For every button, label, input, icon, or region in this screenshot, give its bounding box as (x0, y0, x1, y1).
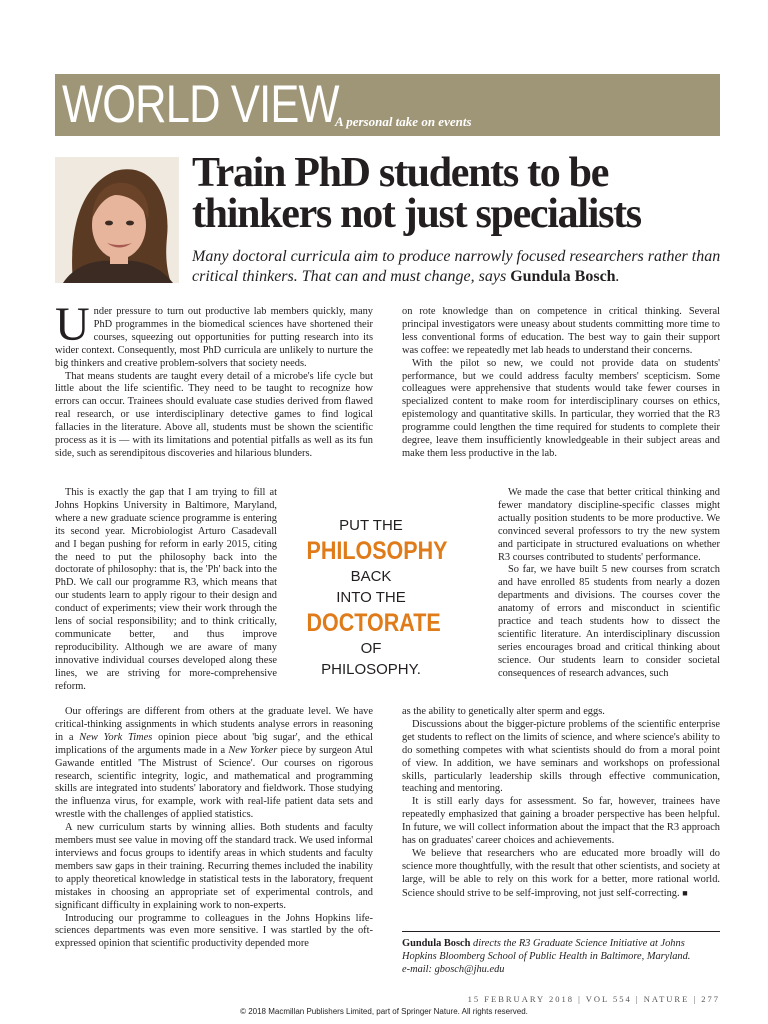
body-column-2-bottom (402, 706, 720, 901)
world-view-banner (55, 74, 720, 136)
author-portrait-image (55, 157, 179, 283)
section-tagline: A personal take on events (335, 114, 472, 129)
body-paragraph: as the ability to genetically alter sperm and eggs. (402, 706, 605, 717)
body-paragraph: So far, we have built 5 new courses from scratch and have enrolled 85 students from nearly a dozen departments and divisions. The courses cover the anatomy of errors and misconduct in scientific practice and teach students how to dissect the scientific literature. An interdisciplinary discussion series encourages broad and critical thinking about science. Our students learn to consider societal consequences of research advances, such (498, 564, 720, 679)
pull-quote-line: OF (360, 640, 382, 657)
pull-quote (296, 515, 446, 680)
bio-author-name: Gundula Bosch (402, 938, 471, 949)
end-of-story-mark: ■ (682, 887, 688, 898)
body-paragraph: We made the case that better critical thinking and fewer mandatory discipline-specific classes might actually position students to be more productive. We convinced several professors to try the new system and participate in structured evaluations on whether R3 courses contributed to students' performance. (498, 487, 720, 563)
drop-cap: U (55, 298, 90, 351)
pull-quote-highlight: DOCTORATE (306, 609, 441, 637)
body-paragraph: This is exactly the gap that I am trying to fill at Johns Hopkins University in Baltimore, Maryland, where a new graduate science programme is entering its second year. Microbiologist Arturo Casadevall and I began pushing for reform in early 2015, citing the need to put the philosophy back into the doctorate of philosophy: that is, the 'Ph' back into the PhD. We call our programme R3, which means that our students learn to apply rigour to their design and conduct of experiments; view their work through the lens of social responsibility; and to think critically, communicate better, and thus improve reproducibility. Although we are aware of many innovative individual courses developed along these lines, we are striving for more-comprehensive reform. (55, 487, 277, 692)
pull-quote-line: INTO THE (336, 589, 406, 606)
publication-title: New Yorker (228, 744, 278, 756)
section-kicker: WORLD VIEW (62, 75, 339, 134)
standfirst (192, 247, 722, 287)
paragraph-text: nder pressure to turn out productive lab members quickly, many PhD programmes in the biomedical sciences have shortened their courses, squeezing out opportunities for putting research into its wider context. Consequently, most PhD curricula are unlikely to nurture the big thinkers and creative problem-solvers that society needs. (55, 306, 373, 369)
copyright-notice: © 2018 Macmillan Publishers Limited, part of Springer Nature. All rights reserved. (240, 1007, 528, 1016)
paragraph-text: Our offerings are different from others at the graduate level. We have critical-thinking assignments in which students analyse errors in reasoning in a (55, 706, 373, 743)
paragraph-text: piece by surgeon Atul Gawande entitled 'The Mistrust of Science'. Our courses on rigorous research, scientific integrity, logic, and mathematical and programming skills are integrated into students' laboratory and fieldwork. Those studying the influenza virus, for example, work with real-life patient data sets and wrestle with the challenges of applied statistics. (55, 744, 373, 821)
bio-text: directs the R3 Graduate Science Initiative at Johns Hopkins Bloomberg School of Public Health in Baltimore, Maryland. (402, 938, 691, 962)
headline: Train PhD students to be thinkers not just specialists (192, 150, 641, 237)
pull-quote-line: PHILOSOPHY. (321, 661, 421, 678)
page-folio: 15 FEBRUARY 2018 | VOL 554 | NATURE | 277 (467, 994, 720, 1004)
paragraph-text: We believe that researchers who are educated more broadly will do science more thoughtfully, with the result that other scientists, and society at large, will be able to rely on this work for a better, more rational world. Science should strive to be self-improving, not just self-correcting. (402, 847, 720, 899)
body-paragraph: It is still early days for assessment. So far, however, trainees have repeatedly emphasized that gaining a broader perspective has been helpful. In future, we will collect information about the impact that the R3 approach has on graduates' career choices and achievements. (402, 796, 720, 847)
body-column-1-narrow (55, 487, 277, 694)
standfirst-end: . (615, 268, 620, 285)
author-bio (402, 931, 720, 977)
author-portrait (55, 157, 179, 283)
body-paragraph: A new curriculum starts by winning allies. Both students and faculty members must see value in moving off the standard track. We used informal interviews and focus groups to identify areas in which students and faculty members saw gaps in their training. Recurring themes included the inability to apply theoretical knowledge in statistical tests in the laboratory, frequent mistakes in choosing an appropriate set of experimental controls, and significant difficulty in explaining work to non-experts. (55, 822, 373, 911)
publication-title: New York Times (79, 731, 153, 743)
pull-quote-highlight: PHILOSOPHY (306, 537, 448, 565)
body-paragraph: Introducing our programme to colleagues in the Johns Hopkins life-sciences departments was even more sensitive. I was startled by the oft-expressed opinion that scientific productivity depended more (55, 912, 373, 950)
standfirst-text: Many doctoral curricula aim to produce narrowly focused researchers rather than critical thinkers. That can and must change, says (192, 248, 721, 285)
body-paragraph (55, 298, 373, 371)
body-paragraph: That means students are taught every detail of a microbe's life cycle but little about the life scientific. They need to be taught to recognize how errors can occur. Trainees should evaluate case studies derived from flawed real research, or use interdisciplinary detective games to find logical fallacies in the literature. Above all, students must be shown the scientific process as it is — with its limitations and potential pitfalls as well as its fun side, such as serendipitous discoveries and hilarious blunders. (55, 370, 373, 459)
body-paragraph: on rote knowledge than on competence in critical thinking. Several principal investigators were uneasy about students committing more time to less conventional forms of education. The best way to gain their support was coffee: we repeatedly met lab heads to understand their concerns. (402, 306, 720, 356)
pull-quote-line: PUT THE (339, 517, 403, 534)
body-column-1-bottom (55, 706, 373, 951)
author-email: e-mail: gbosch@jhu.edu (402, 963, 505, 975)
body-paragraph (402, 848, 720, 901)
body-column-2-top (402, 306, 720, 461)
body-column-2-narrow (498, 487, 720, 681)
body-paragraph (55, 706, 373, 822)
body-paragraph: Discussions about the bigger-picture problems of the scientific enterprise get students to reflect on the limits of science, and where science's ability to do something competes with what scientists should do from a moral point of view. In addition, we have seminars and workshops on professional skills, particularly leadership skills through effective communication, teaching and mentoring. (402, 718, 720, 795)
body-column-1-top (55, 298, 373, 461)
pull-quote-line: BACK (350, 568, 392, 585)
paragraph-text: opinion piece about 'big sugar', and the ethical implications of the arguments made in a (55, 731, 373, 756)
body-paragraph: With the pilot so new, we could not provide data on students' performance, but we could address faculty members' scepticism. Some colleagues were apprehensive that students would take fewer courses in specialized content to make room for interdisciplinary courses on ethics, epistemology and quantitative skills. In particular, they worried that the R3 programme could lengthen the time required for students to complete their degree, leave them insufficiently knowledgeable in their subject areas and make them less productive in the lab. (402, 357, 720, 459)
standfirst-author: Gundula Bosch (510, 268, 616, 285)
